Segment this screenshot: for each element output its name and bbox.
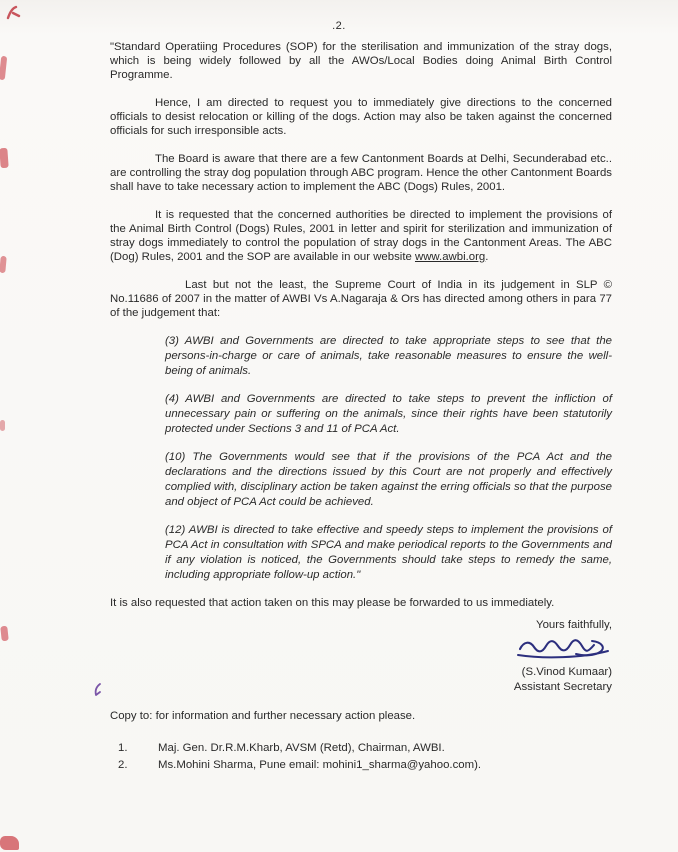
scan-artifact-edge (0, 56, 7, 80)
paragraph-directions: Hence, I am directed to request you to immediately give directions to the concerned officials to desist relocation or killing of the dogs. Action may also be taken against the concerned officials for such irresponsible acts. (110, 97, 612, 137)
quote-para-10: (10) The Governments would see that if the provisions of the PCA Act and the declarations and the directions issued by this Court are not properly and effectively complied with, disciplinary action be taken against the erring officials so that the purpose and object of PCA Act could be achieved. (165, 451, 612, 508)
signature-block (110, 618, 612, 695)
copy-to-list (110, 741, 612, 773)
page-number: .2. (332, 20, 346, 32)
copy-item-number: 1. (118, 742, 128, 754)
copy-item-number: 2. (118, 759, 128, 771)
scan-artifact-edge (0, 148, 9, 169)
copy-item-text: Maj. Gen. Dr.R.M.Kharb, AVSM (Retd), Chairman, AWBI. (158, 742, 445, 754)
scan-artifact-edge (0, 626, 9, 642)
awbi-website-link[interactable]: www.awbi.org (414, 251, 486, 263)
scan-artifact-bottom-left (0, 836, 19, 850)
signature-scribble-icon (514, 634, 610, 660)
paragraph-text-after-link: . (485, 251, 489, 263)
letter-body (110, 40, 612, 775)
scan-artifact-edge (0, 420, 5, 431)
quote-para-4: (4) AWBI and Governments are directed to take steps to prevent the infliction of unnecessary pain or suffering on the animals, since their rights have been statutorily protected under Sections 3 and 11 of PCA Act. (165, 393, 612, 435)
closing-request: It is also requested that action taken on this may please be forwarded to us immediately. (110, 597, 555, 609)
copy-item (118, 758, 612, 773)
quote-para-3: (3) AWBI and Governments are directed to take appropriate steps to see that the persons-in-charge or care of animals, take reasonable measures to ensure the well-being of animals. (165, 335, 612, 377)
signature (110, 633, 612, 665)
copy-to-section (110, 709, 612, 773)
paragraph-cantonment-boards: The Board is aware that there are a few Cantonment Boards at Delhi, Secunderabad etc.. are controlling the stray dog population through ABC program. Hence the other Cantonment Boards shall have to take necessary action to implement the ABC (Dogs) Rules, 2001. (110, 153, 612, 193)
copy-item (118, 741, 612, 756)
scan-artifact-edge (0, 256, 7, 273)
copy-item-text: Ms.Mohini Sharma, Pune email: mohini1_sharma@yahoo.com). (158, 759, 482, 771)
copy-to-heading: Copy to: for information and further necessary action please. (110, 710, 416, 722)
paragraph-abc-rules (110, 208, 612, 264)
quote-para-12: (12) AWBI is directed to take effective and speedy steps to implement the provisions of PCA Act in consultation with SPCA and make periodical reports to the Governments and if any violation is noticed, the Governments should take steps to remedy the same, including appropriate follow-up action." (165, 524, 612, 581)
paragraph-text: It is requested that the concerned authorities be directed to implement the provisions of the Animal Birth Control (Dogs) Rules, 2001 in letter and spirit for sterilization and immunization of stray dogs immediately to control the population of stray dogs in the Cantonment Areas. The ABC (Dog) Rules, 2001 and the SOP are available in our website (110, 209, 612, 263)
paragraph-supreme-court: Last but not the least, the Supreme Court of India in its judgement in SLP © No.11686 of 2007 in the matter of AWBI Vs A.Nagaraja & Ors has directed among others in para 77 of the judgement that: (110, 279, 612, 319)
signer-title: Assistant Secretary (513, 681, 612, 693)
signer-name: (S.Vinod Kumaar) (521, 666, 612, 678)
valediction: Yours faithfully, (536, 619, 612, 631)
paragraph-sop: "Standard Operatiing Procedures (SOP) for the sterilisation and immunization of the stray dogs, which is being widely followed by all the AWOs/Local Bodies doing Animal Birth Control Programme. (110, 41, 612, 81)
pen-mark (90, 682, 104, 698)
